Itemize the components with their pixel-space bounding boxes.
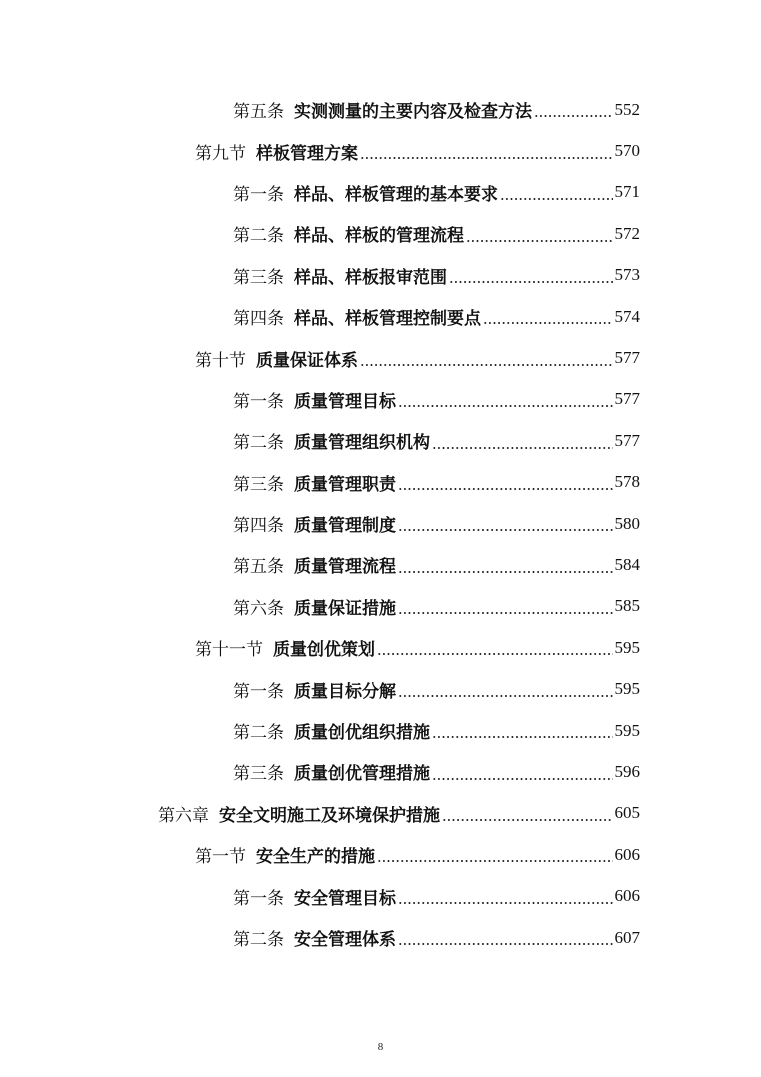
toc-entry-title: 样品、样板管理控制要点 [294,309,481,330]
toc-entry-prefix: 第五条 [233,102,284,123]
toc-entry-title: 样品、样板报审范围 [294,267,447,288]
toc-entry-prefix: 第五条 [233,557,284,578]
toc-entry-prefix: 第六章 [158,805,209,826]
page-number: 8 [377,1041,384,1053]
dot-leader [449,280,613,284]
toc-entry-page: 607 [614,927,640,947]
toc-entry-title: 质量保证措施 [294,598,396,619]
toc-entry-title: 质量创优管理措施 [294,764,430,785]
dot-leader [398,487,613,491]
toc-entry-page: 606 [614,844,640,864]
toc-entry-prefix: 第二条 [233,723,284,744]
toc-entry-prefix: 第一节 [195,847,246,868]
toc-entry[interactable] [0,793,761,834]
dot-leader [398,404,613,408]
toc-entry-title: 质量目标分解 [294,681,396,702]
toc-entry[interactable] [0,668,761,709]
toc-entry[interactable] [0,834,761,875]
toc-entry[interactable] [0,296,761,337]
toc-entry-page: 580 [614,513,640,533]
toc-entry[interactable] [0,462,761,503]
toc-entry-prefix: 第四条 [233,309,284,330]
toc-entry-title: 质量管理流程 [294,557,396,578]
toc-entry-page: 573 [614,265,640,285]
toc-entry-page: 577 [614,430,640,450]
toc-entry-title: 质量保证体系 [256,350,358,371]
toc-entry-page: 595 [614,720,640,740]
dot-leader [432,735,613,739]
toc-entry-title: 质量创优策划 [273,640,375,661]
toc-entry-prefix: 第三条 [233,474,284,495]
toc-entry-prefix: 第四条 [233,516,284,537]
toc-entry-page: 570 [614,141,640,161]
toc-entry-page: 595 [614,637,640,657]
toc-entry-title: 安全文明施工及环境保护措施 [219,805,440,826]
dot-leader [534,114,613,118]
toc-entry-page: 605 [614,803,640,823]
dot-leader [398,528,613,532]
toc-entry-title: 安全管理目标 [294,888,396,909]
toc-entry-title: 安全管理体系 [294,930,396,950]
dot-leader [466,239,613,243]
dot-leader [377,859,613,863]
toc-entry[interactable] [0,503,761,544]
toc-entry-prefix: 第六条 [233,598,284,619]
toc-entry[interactable] [0,544,761,585]
dot-leader [360,363,613,367]
toc-entry-prefix: 第一条 [233,888,284,909]
dot-leader [432,777,613,781]
toc-entry-title: 质量管理组织机构 [294,433,430,454]
dot-leader [377,652,613,656]
toc-entry-title: 质量管理制度 [294,516,396,537]
toc-entry[interactable] [0,130,761,171]
toc-entry[interactable] [0,213,761,254]
toc-entry-title: 安全生产的措施 [256,847,375,868]
toc-entry-prefix: 第二条 [233,433,284,454]
toc-entry-prefix: 第二条 [233,226,284,247]
toc-entry-prefix: 第一条 [233,681,284,702]
toc-entry-prefix: 第十一节 [195,640,263,661]
toc-entry-prefix: 第九节 [195,143,246,164]
toc-entry[interactable] [0,89,761,130]
toc-entry-prefix: 第一条 [233,184,284,205]
toc-entry-page: 595 [614,679,640,699]
dot-leader [483,321,613,325]
toc-entry-page: 584 [614,554,640,574]
dot-leader [398,942,613,946]
dot-leader [442,818,613,822]
toc-entry-page: 578 [614,472,640,492]
toc-entry[interactable] [0,875,761,916]
toc-entry-title: 实测测量的主要内容及检查方法 [294,102,532,123]
dot-leader [360,156,613,160]
toc-entry[interactable] [0,255,761,296]
toc-entry[interactable] [0,586,761,627]
toc-entry[interactable] [0,379,761,420]
dot-leader [398,570,613,574]
toc-entry-page: 577 [614,389,640,409]
toc-entry-page: 585 [614,596,640,616]
toc-entry-prefix: 第二条 [233,930,284,950]
toc-entry-title: 质量管理职责 [294,474,396,495]
toc-entry-prefix: 第十节 [195,350,246,371]
toc-entry-page: 571 [614,182,640,202]
dot-leader [398,694,613,698]
toc-entry-title: 样板管理方案 [256,143,358,164]
toc-entry[interactable] [0,420,761,461]
toc-entry-page: 572 [614,223,640,243]
toc-entry[interactable] [0,627,761,668]
toc-entry[interactable] [0,710,761,751]
toc-entry-page: 596 [614,761,640,781]
toc-entry-page: 574 [614,306,640,326]
toc-entry[interactable] [0,917,761,958]
toc-entry-prefix: 第三条 [233,267,284,288]
toc-entry[interactable] [0,172,761,213]
toc-entry-page: 606 [614,886,640,906]
toc-entry-page: 552 [614,99,640,119]
toc-entry-page: 577 [614,348,640,368]
toc-entry-title: 样品、样板的管理流程 [294,226,464,247]
table-of-contents [0,89,761,958]
toc-entry[interactable] [0,751,761,792]
dot-leader [500,197,613,201]
dot-leader [432,446,613,450]
dot-leader [398,901,613,905]
toc-entry-title: 质量创优组织措施 [294,723,430,744]
toc-entry-title: 质量管理目标 [294,391,396,412]
toc-entry[interactable] [0,337,761,378]
dot-leader [398,611,613,615]
toc-entry-title: 样品、样板管理的基本要求 [294,184,498,205]
toc-entry-prefix: 第一条 [233,391,284,412]
toc-entry-prefix: 第三条 [233,764,284,785]
